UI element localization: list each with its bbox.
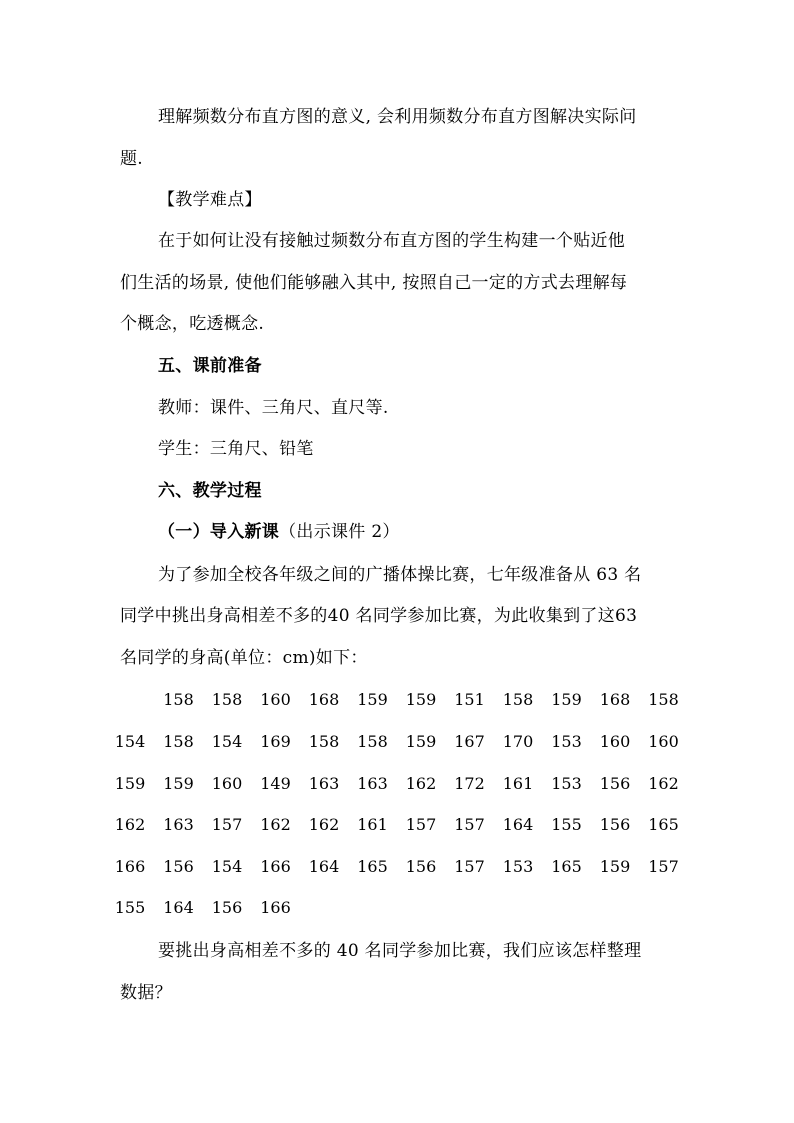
- height-value: 159: [357, 690, 388, 709]
- height-value: 160: [599, 732, 631, 751]
- student-prep: 学生：三角尺、铅笔: [158, 439, 314, 459]
- height-value: 154: [114, 732, 146, 751]
- height-value: 168: [599, 690, 631, 709]
- height-value: 164: [163, 898, 194, 917]
- height-value: 158: [502, 690, 534, 709]
- height-value: 157: [454, 815, 485, 834]
- height-value: 162: [405, 774, 437, 793]
- height-value: 163: [308, 774, 340, 793]
- paragraph-line: 数据？: [120, 983, 172, 1003]
- height-value: 159: [551, 690, 582, 709]
- height-value: 155: [114, 898, 146, 917]
- height-value: 156: [163, 857, 194, 876]
- height-value: 167: [454, 732, 485, 751]
- paragraph-line: 在于如何让没有接触过频数分布直方图的学生构建一个贴近他: [158, 231, 626, 251]
- height-value: 157: [454, 857, 485, 876]
- height-value: 165: [551, 857, 582, 876]
- height-value: 153: [551, 732, 582, 751]
- subsection-note: （出示课件 2）: [279, 522, 400, 542]
- height-value: 166: [260, 857, 291, 876]
- height-value: 165: [648, 815, 679, 834]
- paragraph-line: 理解频数分布直方图的意义, 会利用频数分布直方图解决实际问: [158, 107, 637, 127]
- height-value: 156: [405, 857, 437, 876]
- height-value: 160: [211, 774, 243, 793]
- height-value: 164: [308, 857, 340, 876]
- paragraph-line: 为了参加全校各年级之间的广播体操比赛，七年级准备从 63 名: [158, 565, 642, 585]
- section-heading: 五、课前准备: [158, 356, 262, 376]
- height-value: 158: [308, 732, 340, 751]
- paragraph-line: 个概念，吃透概念.: [120, 314, 265, 334]
- height-value: 164: [502, 815, 534, 834]
- paragraph-line: 题.: [120, 149, 144, 169]
- height-value: 153: [502, 857, 534, 876]
- subsection-title: （一）导入新课: [158, 522, 280, 542]
- subsection-heading: [158, 521, 400, 543]
- height-value: 160: [260, 690, 291, 709]
- height-value: 159: [405, 690, 437, 709]
- height-value: 158: [648, 690, 679, 709]
- height-value: 155: [551, 815, 582, 834]
- height-value: 172: [454, 774, 485, 793]
- height-value: 157: [211, 815, 243, 834]
- height-value: 156: [599, 815, 631, 834]
- height-value: 170: [502, 732, 534, 751]
- paragraph-line: 名同学的身高(单位：cm)如下：: [120, 648, 368, 668]
- height-value: 165: [357, 857, 388, 876]
- height-value: 156: [599, 774, 631, 793]
- height-value: 163: [357, 774, 388, 793]
- height-value: 169: [260, 732, 291, 751]
- teacher-prep: 教师：课件、三角尺、直尺等.: [158, 398, 389, 418]
- height-value: 159: [114, 774, 146, 793]
- height-value: 159: [163, 774, 194, 793]
- height-value: 162: [648, 774, 679, 793]
- height-value: 161: [357, 815, 388, 834]
- height-value: 157: [648, 857, 679, 876]
- height-value: 159: [405, 732, 437, 751]
- height-value: 166: [260, 898, 291, 917]
- height-value: 154: [211, 857, 243, 876]
- height-value: 158: [357, 732, 388, 751]
- height-value: 162: [260, 815, 291, 834]
- height-value: 157: [405, 815, 437, 834]
- height-value: 163: [163, 815, 194, 834]
- paragraph-line: 要挑出身高相差不多的 40 名同学参加比赛，我们应该怎样整理: [158, 941, 642, 961]
- height-value: 162: [114, 815, 146, 834]
- section-heading: 六、教学过程: [158, 481, 262, 501]
- height-value: 158: [163, 690, 194, 709]
- height-value: 151: [454, 690, 485, 709]
- height-value: 166: [114, 857, 146, 876]
- paragraph-line: 同学中挑出身高相差不多的40 名同学参加比赛，为此收集到了这63: [120, 606, 638, 626]
- height-value: 161: [502, 774, 534, 793]
- height-value: 160: [648, 732, 679, 751]
- paragraph-line: 们生活的场景, 使他们能够融入其中, 按照自己一定的方式去理解每: [120, 273, 628, 293]
- height-value: 158: [211, 690, 243, 709]
- height-value: 154: [211, 732, 243, 751]
- height-value: 162: [308, 815, 340, 834]
- height-value: 159: [599, 857, 631, 876]
- difficulty-heading: 【教学难点】: [158, 190, 262, 210]
- height-value: 153: [551, 774, 582, 793]
- height-value: 168: [308, 690, 340, 709]
- height-value: 149: [260, 774, 291, 793]
- height-value: 158: [163, 732, 194, 751]
- height-value: 156: [211, 898, 243, 917]
